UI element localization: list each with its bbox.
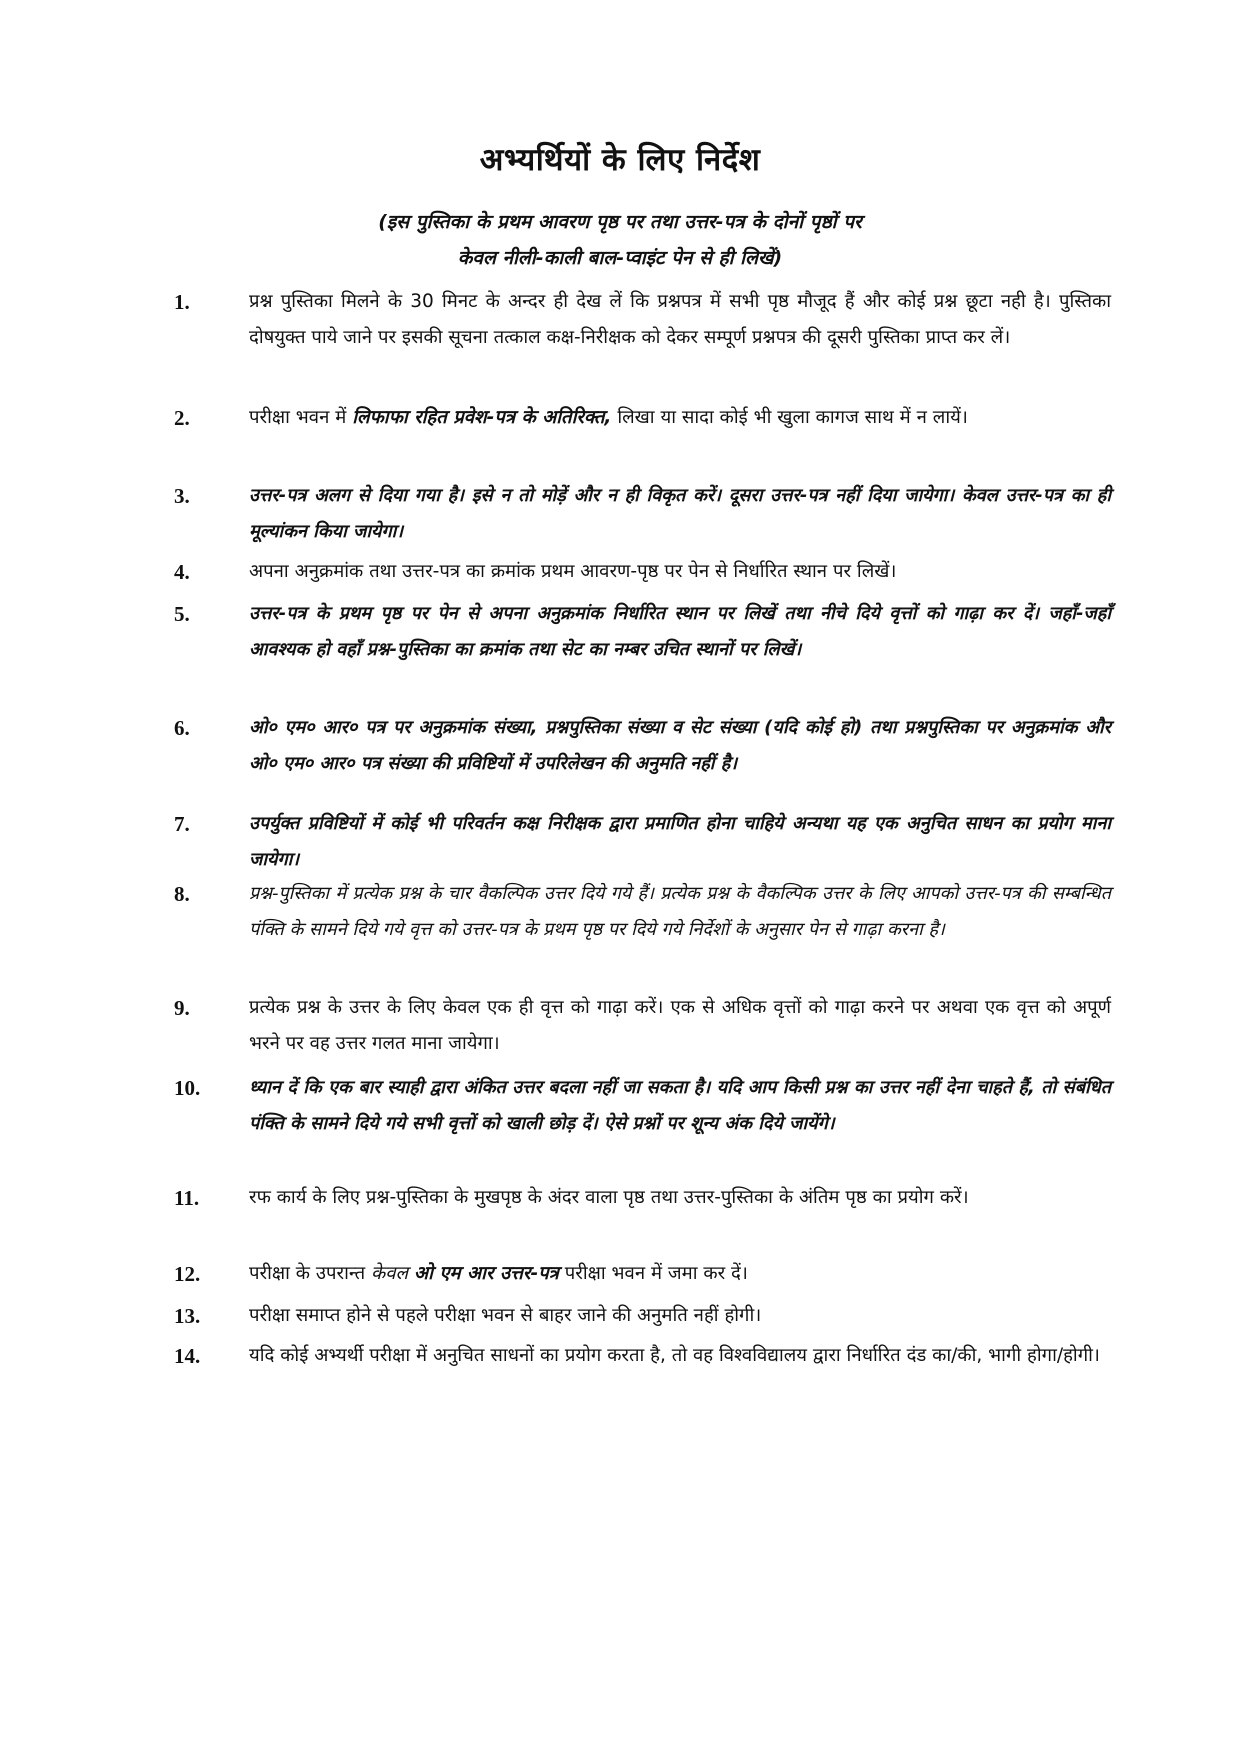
instruction-text: उपर्युक्त प्रविष्टियों में कोई भी परिवर्तन कक्ष निरीक्षक द्वारा प्रमाणित होना चाहिये अन्यथा यह एक अनुचित साधन का प्रयोग माना जायेगा।: [249, 813, 1111, 870]
instruction-number: 11.: [174, 1186, 200, 1210]
instruction-text-plain: परीक्षा के उपरान्त: [249, 1263, 372, 1284]
instruction-text: प्रश्न-पुस्तिका में प्रत्येक प्रश्न के चार वैकल्पिक उत्तर दिये गये हैं। प्रत्येक प्रश्न के वैकल्पिक उत्तर के लिए आपको उत्तर-पत्र की सम्बन्धित पंक्ति के सामने दिये गये वृत्त को उत्तर-पत्र के प्रथम पृष्ठ पर दिये गये निर्देशों के अनुसार पेन से गाढ़ा करना है।: [249, 883, 1111, 940]
instruction-number: 2.: [174, 406, 190, 430]
instruction-text: [249, 1256, 1111, 1292]
instruction-text: अपना अनुक्रमांक तथा उत्तर-पत्र का क्रमांक प्रथम आवरण-पृष्ठ पर पेन से निर्धारित स्थान पर लिखें।: [249, 561, 897, 582]
instruction-number: 1.: [174, 290, 190, 314]
subtitle-line-1: (इस पुस्तिका के प्रथम आवरण पृष्ठ पर तथा उत्तर-पत्र के दोनों पृष्ठों पर: [378, 211, 862, 233]
instruction-text: प्रत्येक प्रश्न के उत्तर के लिए केवल एक ही वृत्त को गाढ़ा करें। एक से अधिक वृत्तों को गाढ़ा करने पर अथवा एक वृत्त को अपूर्ण भरने पर वह उत्तर गलत माना जायेगा।: [249, 997, 1111, 1054]
instruction-text-emphasis: ओ एम आर उत्तर-पत्र: [413, 1263, 559, 1284]
instruction-text: ओ० एम० आर० पत्र पर अनुक्रमांक संख्या, प्रश्नपुस्तिका संख्या व सेट संख्या (यदि कोई हो) तथा प्रश्नपुस्तिका पर अनुक्रमांक और ओ० एम० आर० पत्र संख्या की प्रविष्टियों में उपरिलेखन की अनुमति नहीं है।: [249, 717, 1111, 774]
instruction-number: 10.: [174, 1076, 201, 1100]
instruction-number: 13.: [174, 1304, 201, 1328]
instruction-number: 14.: [174, 1344, 201, 1368]
instruction-text-plain: परीक्षा भवन में जमा कर दें।: [558, 1263, 748, 1284]
instruction-text: प्रश्न पुस्तिका मिलने के 30 मिनट के अन्दर ही देख लें कि प्रश्नपत्र में सभी पृष्ठ मौजूद हैं और कोई प्रश्न छूटा नही है। पुस्तिका दोषयुक्त पाये जाने पर इसकी सूचना तत्काल कक्ष-निरीक्षक को देकर सम्पूर्ण प्रश्नपत्र की दूसरी पुस्तिका प्राप्त कर लें।: [249, 291, 1111, 348]
page-subtitle: [0, 204, 1240, 276]
instruction-text-italic: केवल: [371, 1263, 414, 1284]
instruction-number: 9.: [174, 996, 190, 1020]
instruction-number: 12.: [174, 1262, 201, 1286]
instruction-text: यदि कोई अभ्यर्थी परीक्षा में अनुचित साधनों का प्रयोग करता है, तो वह विश्वविद्यालय द्वारा निर्धारित दंड का/की, भागी होगा/होगी।: [249, 1345, 1100, 1366]
instruction-number: 4.: [174, 560, 190, 584]
instruction-text-plain: परीक्षा भवन में: [249, 407, 353, 428]
instruction-text-emphasis: लिफाफा रहित प्रवेश-पत्र के अतिरिक्त,: [352, 407, 612, 428]
instruction-text: परीक्षा समाप्त होने से पहले परीक्षा भवन से बाहर जाने की अनुमति नहीं होगी।: [249, 1305, 762, 1326]
instruction-text: उत्तर-पत्र अलग से दिया गया है। इसे न तो मोड़ें और न ही विकृत करें। दूसरा उत्तर-पत्र नहीं दिया जायेगा। केवल उत्तर-पत्र का ही मूल्यांकन किया जायेगा।: [249, 485, 1111, 542]
instruction-text: [249, 400, 1111, 436]
subtitle-line-2: केवल नीली-काली बाल-प्वाइंट पेन से ही लिखें): [457, 247, 783, 269]
instruction-number: 8.: [174, 882, 190, 906]
instruction-text-plain: लिखा या सादा कोई भी खुला कागज साथ में न लायें।: [611, 407, 968, 428]
instruction-number: 6.: [174, 716, 190, 740]
instruction-number: 5.: [174, 602, 190, 626]
page-title: अभ्यर्थियों के लिए निर्देश: [479, 142, 761, 178]
instruction-number: 7.: [174, 812, 190, 836]
instruction-text: ध्यान दें कि एक बार स्याही द्वारा अंकित उत्तर बदला नहीं जा सकता है। यदि आप किसी प्रश्न का उत्तर नहीं देना चाहते हैं, तो संबंधित पंक्ति के सामने दिये गये सभी वृत्तों को खाली छोड़ दें। ऐसे प्रश्नों पर शून्य अंक दिये जायेंगे।: [249, 1077, 1111, 1134]
instruction-number: 3.: [174, 484, 190, 508]
instruction-text: उत्तर-पत्र के प्रथम पृष्ठ पर पेन से अपना अनुक्रमांक निर्धारित स्थान पर लिखें तथा नीचे दिये वृत्तों को गाढ़ा कर दें। जहाँ-जहाँ आवश्यक हो वहाँ प्रश्न-पुस्तिका का क्रमांक तथा सेट का नम्बर उचित स्थानों पर लिखें।: [249, 603, 1111, 660]
instruction-text: रफ कार्य के लिए प्रश्न-पुस्तिका के मुखपृष्ठ के अंदर वाला पृष्ठ तथा उत्तर-पुस्तिका के अंतिम पृष्ठ का प्रयोग करें।: [249, 1187, 969, 1208]
